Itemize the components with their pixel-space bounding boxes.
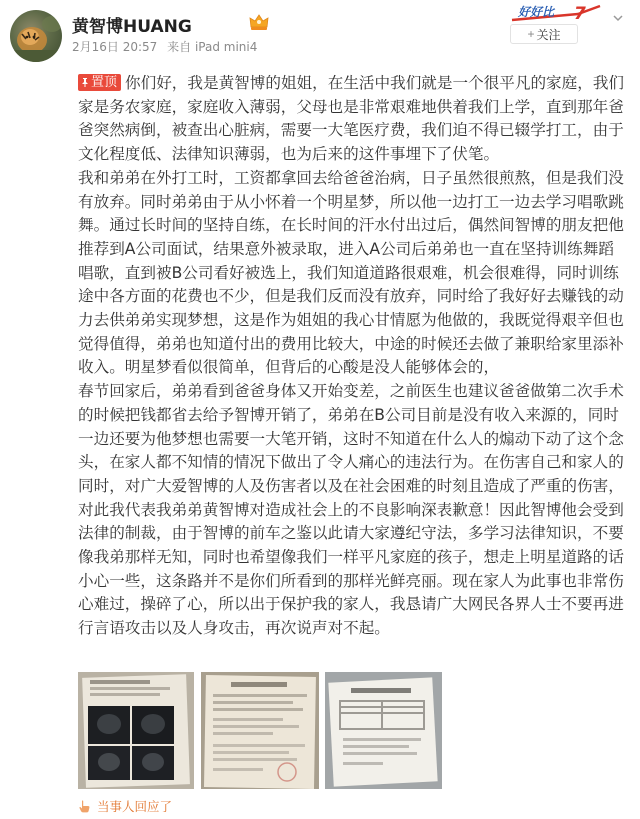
paragraph-text: 你们好，我是黄智博的姐姐，在生活中我们就是一个很平凡的家庭，我们家是务农家庭，家庭收入薄弱，父母也是非常艰难地供着我们上学，直到那年爸爸突然病倒，被查出心脏病，需要一大笔医疗费，我们迫不得已辍学打工，由于文化程度低、法律知识薄弱，也为后来的这件事埋下了伏笔。 [78, 74, 625, 164]
plus-icon: + [527, 27, 535, 41]
post-source: 来自 iPad mini4 [167, 40, 258, 54]
reply-text: 当事人回应了 [97, 799, 173, 814]
post-paragraph [78, 72, 626, 167]
watermark-logo [508, 2, 604, 24]
member-crown-icon[interactable] [248, 12, 270, 32]
photo-medical-report-xray[interactable] [78, 672, 194, 789]
pinned-label: 置顶 [91, 75, 118, 90]
pin-icon [81, 78, 89, 87]
avatar[interactable] [10, 10, 62, 62]
username[interactable]: 黄智博HUANG [72, 17, 192, 37]
image-grid [78, 672, 626, 790]
pinned-badge [78, 74, 121, 91]
chevron-down-icon[interactable] [612, 12, 624, 24]
svg-text:7: 7 [574, 4, 586, 24]
pointing-hand-icon [78, 800, 91, 813]
follow-label: 关注 [536, 27, 561, 42]
svg-text:好好比: 好好比 [518, 5, 555, 19]
post-paragraph: 春节回家后，弟弟看到爸爸身体又开始变差，之前医生也建议爸爸做第二次手术的时候把钱都省去给予智博开销了，弟弟在B公司目前是没有收入来源的，同时一边还要为他梦想也需要一大笔开销，这时不知道在什么人的煽动下动了这个念头，在家人都不知情的情况下做出了令人痛心的违法行为。在伤害自己和家人的同时，对广大爱智博的人及伤害者以及在社会困难的时刻且造成了严重的伤害，对此我代表我弟弟黄智博对造成社会上的不良影响深表歉意！因此智博他会受到法律的制裁，由于智博的前车之鉴以此请大家遵纪守法，多学习法律知识，不要像我弟那样无知，同时也希望像我们一样平凡家庭的孩子，想走上明星道路的话小心一些，这条路并不是你们所看到的那样光鲜亮丽。现在家人为此事也非常伤心难过，操碎了心，所以出于保护我的家人，我恳请广大网民各界人士不要再进行言语攻击以及人身攻击，再次说声对不起。 [78, 382, 624, 638]
post-content [78, 72, 626, 641]
party-reply-link[interactable] [78, 797, 172, 815]
photo-medical-document[interactable] [201, 672, 319, 789]
post-paragraph: 我和弟弟在外打工时，工资都拿回去给爸爸治病，日子虽然很煎熬，但是我们没有放弃。同时弟弟由于从小怀着一个明星梦，所以他一边打工一边去学习唱歌跳舞。通过长时间的坚持自练，在长时间的汗水付出过后，偶然间智博的朋友把他推荐到A公司面试，结果意外被录取，进入A公司后弟弟也一直在坚持训练舞蹈唱歌，直到被B公司看好被选上，我们知道道路很艰难，机会很难得，同时训练途中各方面的花费也不少，但是我们反而没有放弃，同时给了我好好去赚钱的动力去供弟弟实现梦想，这是作为姐姐的我心甘情愿为他做的，我既觉得艰辛但也觉得值得，弟弟也知道付出的费用比较大，中途的时候还去做了兼职给家里添补收入。明星梦看似很简单，但背后的心酸是没人能够体会的， [78, 168, 624, 377]
photo-hospital-form[interactable] [325, 672, 442, 789]
post-meta [72, 38, 263, 55]
post-date[interactable]: 2月16日 20:57 [72, 40, 158, 54]
follow-button[interactable] [510, 24, 578, 44]
